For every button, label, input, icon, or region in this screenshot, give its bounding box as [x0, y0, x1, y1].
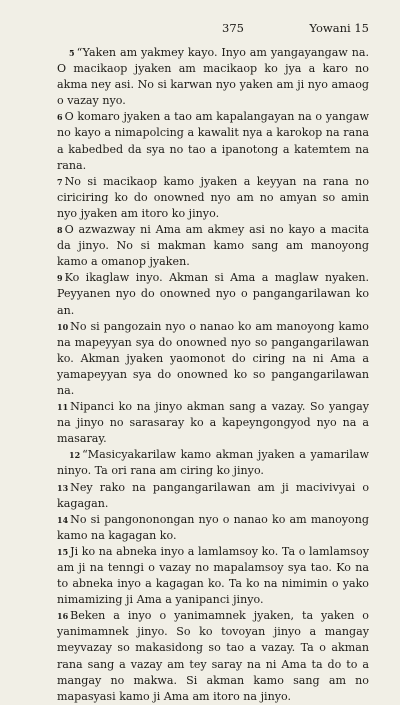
verse-number: 16 [57, 611, 69, 622]
verse-number: 13 [57, 482, 69, 493]
verse-number: 5 [69, 48, 75, 58]
verse-8 [57, 222, 369, 270]
verse-7 [57, 174, 369, 222]
verse-16 [57, 608, 369, 705]
verse-number: 12 [69, 450, 81, 461]
verse-number: 15 [57, 546, 69, 557]
verse-text: No si pangononongan nyo o nanao ko am manoyong kamo na kagagan ko. [57, 512, 369, 542]
scripture-text [57, 45, 369, 705]
verse-9 [57, 270, 369, 318]
verse-number: 10 [57, 321, 69, 332]
verse-12 [57, 447, 369, 479]
verse-13 [57, 480, 369, 512]
verse-text: Nipanci ko na jinyo akman sang a vazay. So yangay na jinyo no sarasaray ko a kapeyngongyod nyo na a masaray. [57, 400, 369, 446]
running-head-book-title: Yowani 15 [309, 21, 369, 35]
verse-10 [57, 319, 369, 399]
verse-number: 7 [57, 176, 63, 187]
verse-number: 8 [57, 225, 63, 236]
verse-text: Ney rako na pangangarilawan am ji macivivyai o kagagan. [57, 480, 369, 510]
verse-5 [57, 45, 369, 109]
verse-text: No si macikaop kamo jyaken a keyyan na rana no ciriciring ko do onowned nyo am no amyan so amin nyo jyaken am itoro ko jinyo. [57, 174, 369, 220]
verse-6 [57, 109, 369, 173]
verse-14 [57, 512, 369, 544]
verse-text: O azwazway ni Ama am akmey asi no kayo a macita da jinyo. No si makman kamo sang am manoyong kamo a omanop jyaken. [57, 223, 369, 269]
verse-number: 9 [57, 273, 63, 284]
verse-text: “Masicyakarilaw kamo akman jyaken a yamarilaw ninyo. Ta ori rana am ciring ko jinyo. [57, 448, 369, 478]
verse-text: O komaro jyaken a tao am kapalangayan na o yangaw no kayo a nimapolcing a kawalit nya a karokop na rana a kabedbed da sya no tao a ipanotong a katemtem na rana. [57, 110, 369, 172]
verse-number: 6 [57, 112, 63, 123]
verse-text: No si pangozain nyo o nanao ko am manoyong kamo na mapeyyan sya do onowned nyo so pangangarilawan ko. Akman jyaken yaomonot do ciring na ni Ama a yamapeyyan sya do onowned ko so pangangarilawan na. [57, 319, 369, 397]
verse-text: Ji ko na abneka inyo a lamlamsoy ko. Ta o lamlamsoy am ji na tenngi o vazay no mapalamsoy sya tao. Ko na to abneka inyo a kagagan ko. Ta ko na nimimin o yako nimamizing ji Ama a yanipanci jinyo. [57, 544, 369, 607]
verse-number: 14 [57, 514, 69, 525]
verse-number: 11 [57, 402, 69, 413]
verse-11 [57, 399, 369, 447]
verse-text: “Yaken am yakmey kayo. Inyo am yangayangaw na. O macikaop jyaken am macikaop ko jya a karo no akma ney asi. No si karwan nyo yaken am ji nyo amaog o vazay nyo. [57, 46, 369, 108]
page-header [57, 21, 369, 39]
page-number: 375 [222, 21, 244, 35]
verse-text: Beken a inyo o yanimamnek jyaken, ta yaken o yanimamnek jinyo. So ko tovoyan jinyo a mangay meyvazay so makasidong so tao a vazay. Ta o akman rana sang a vazay am tey saray na ni Ama ta do to a mangay no makwa. Si akman kamo sang am no mapasyasi kamo ji Ama am itoro na jinyo. [57, 609, 369, 703]
verse-15 [57, 544, 369, 608]
verse-text: Ko ikaglaw inyo. Akman si Ama a maglaw nyaken. Peyyanen nyo do onowned nyo o pangangarilawan ko an. [57, 271, 369, 317]
